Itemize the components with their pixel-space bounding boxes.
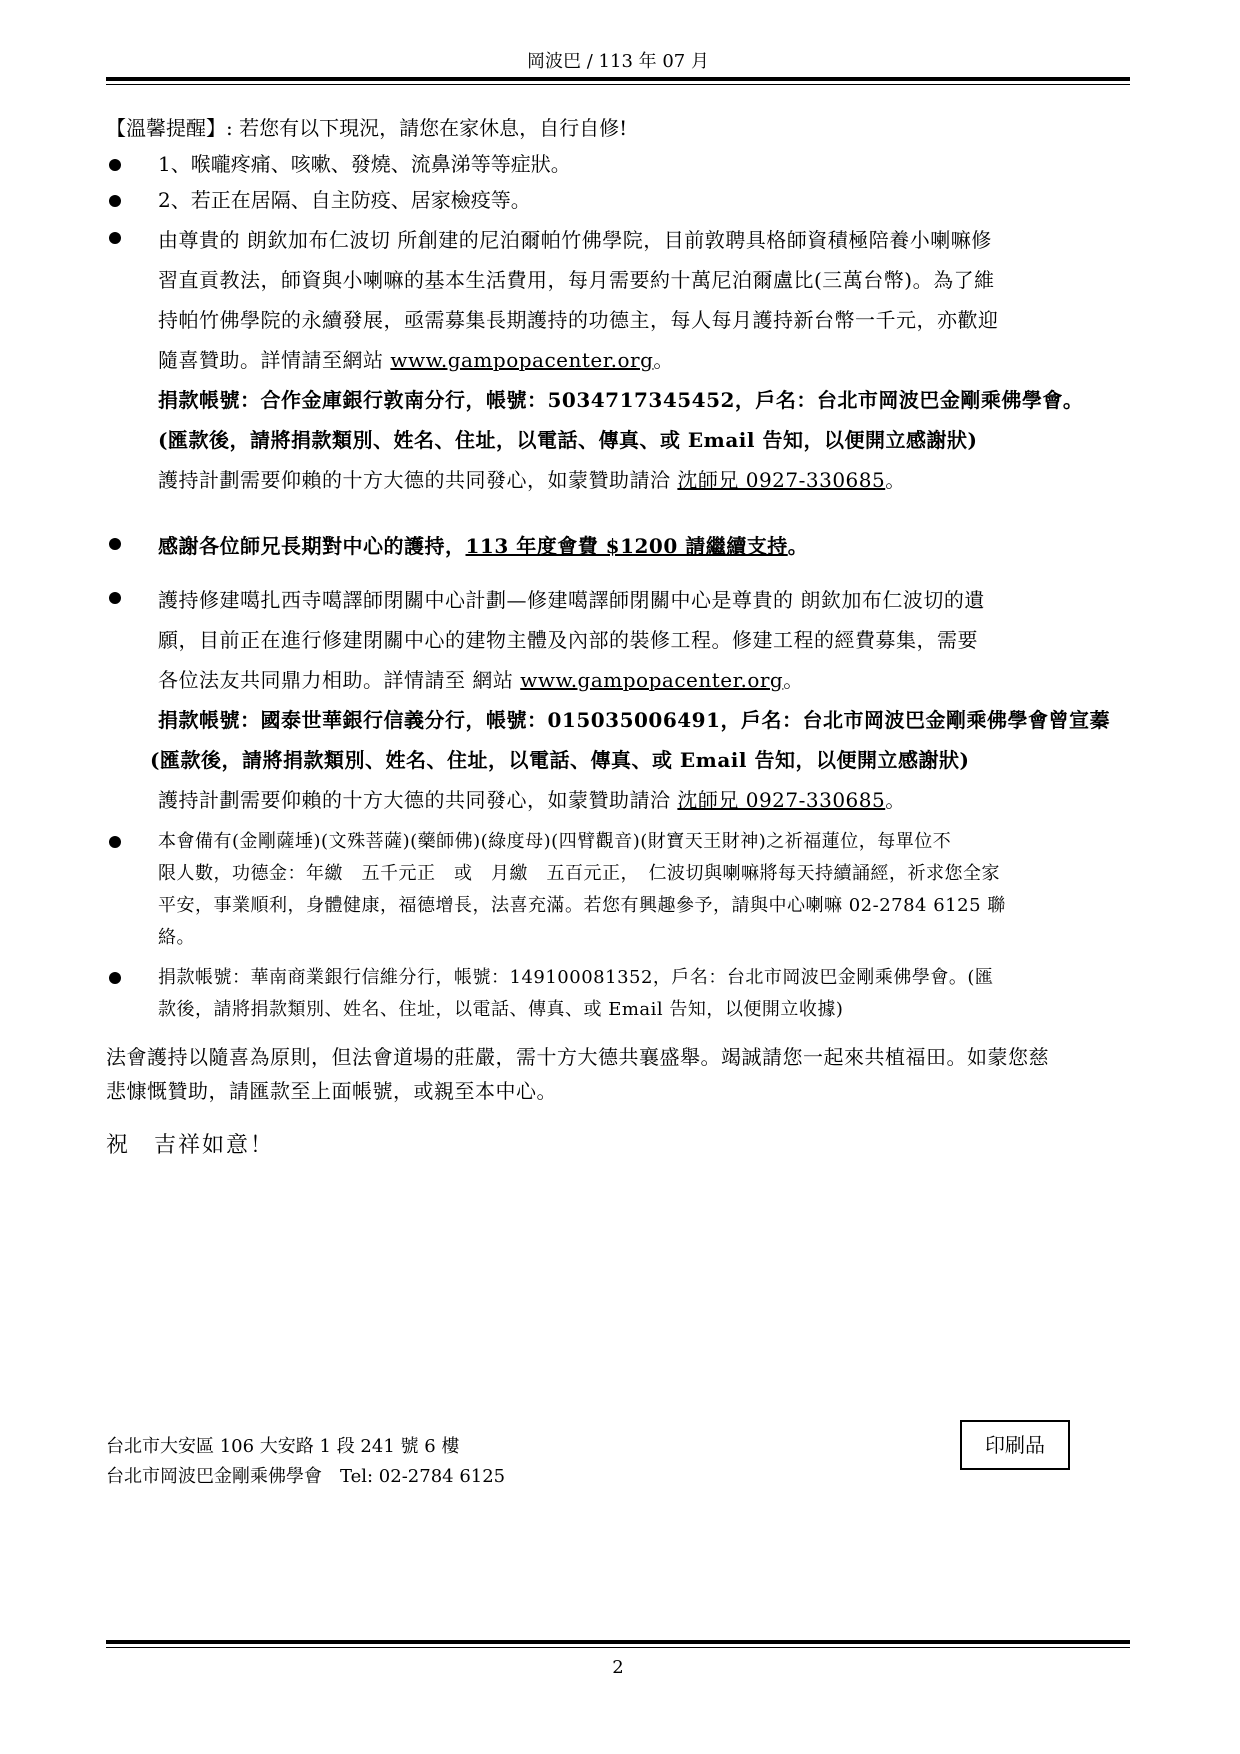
bullet-icon (109, 159, 121, 171)
footer-divider-thick (106, 1640, 1130, 1644)
college-notice: (匯款後，請將捐款類別、姓名、住址，以電話、傳真、或 Email 告知，以便開立感謝狀) (158, 428, 978, 452)
greeting: 祝 吉祥如意！ (106, 1133, 275, 1158)
lamps-section (106, 826, 1130, 954)
retreat-contact: 護持計劃需要仰賴的十方大德的共同發心，如蒙贊助請洽 沈師兄 0927-330685。 (158, 788, 906, 812)
lamps-line: 絡。 (158, 927, 195, 948)
reminder-section (106, 113, 1130, 221)
header-divider-thin (106, 84, 1130, 85)
footer-address-block (106, 1432, 505, 1492)
membership-text: 感謝各位師兄長期對中心的護持，113 年度會費 $1200 請繼續支持。 (158, 534, 809, 558)
header-divider-thick (106, 77, 1130, 81)
contact-person: 沈師兄 0927-330685 (677, 788, 886, 812)
bullet-icon (109, 836, 121, 848)
closing-paragraph (106, 1040, 1130, 1108)
college-line: 持帕竹佛學院的永續發展，亟需募集長期護持的功德主，每人每月護持新台幣一千元，亦歡迎 (158, 308, 999, 332)
reminder-title: 【溫馨提醒】: 若您有以下現況，請您在家休息，自行自修! (106, 116, 628, 140)
printed-matter-label: 印刷品 (960, 1420, 1070, 1470)
address: 台北市大安區 106 大安路 1 段 241 號 6 樓 (106, 1436, 460, 1457)
bullet-icon (109, 592, 121, 604)
donation-section (106, 962, 1130, 1026)
membership-section (106, 526, 1130, 566)
college-section (106, 220, 1130, 500)
lamps-line: 限人數，功德金：年繳 五千元正 或 月繳 五百元正， 仁波切與喇嘛將每天持續誦經，祈求您全家 (158, 863, 1000, 884)
retreat-line: 各位法友共同鼎力相助。詳情請至 網站 www.gampopacenter.org。 (158, 668, 804, 692)
retreat-line: 願，目前正在進行修建閉關中心的建物主體及內部的裝修工程。修建工程的經費募集，需要 (158, 628, 978, 652)
footer-divider-thin (106, 1647, 1130, 1648)
retreat-account: 捐款帳號：國泰世華銀行信義分行，帳號：015035006491，戶名：台北市岡波巴金剛乘佛學會曾宣蓁 (158, 708, 1110, 732)
lamps-line: 本會備有(金剛薩埵)(文殊菩薩)(藥師佛)(綠度母)(四臂觀音)(財寶天王財神)之祈福蓮位，每單位不 (158, 831, 952, 852)
reminder-item (106, 185, 1130, 221)
bullet-icon (109, 538, 121, 550)
reminder-item (106, 149, 1130, 185)
college-account: 捐款帳號：合作金庫銀行敦南分行，帳號：5034717345452，戶名：台北市岡波巴金剛乘佛學會。 (158, 388, 1084, 412)
college-line: 隨喜贊助。詳情請至網站 www.gampopacenter.org。 (158, 348, 674, 372)
retreat-line: 護持修建噶扎西寺噶譯師閉關中心計劃—修建噶譯師閉關中心是尊貴的 朗欽加布仁波切的遺 (158, 588, 985, 612)
bullet-icon (109, 972, 121, 984)
page-header: 岡波巴 / 113 年 07 月 (527, 51, 709, 72)
bullet-icon (109, 195, 121, 207)
retreat-section (106, 580, 1130, 820)
reminder-item-text: 2、若正在居隔、自主防疫、居家檢疫等。 (158, 188, 531, 212)
college-contact: 護持計劃需要仰賴的十方大德的共同發心，如蒙贊助請洽 沈師兄 0927-330685。 (158, 468, 906, 492)
membership-fee: 113 年度會費 $1200 請繼續支持 (465, 534, 788, 558)
lamps-line: 平安，事業順利，身體健康，福德增長，法喜充滿。若您有興趣參予，請與中心喇嘛 02-2784 6125 聯 (158, 895, 1006, 916)
reminder-item-text: 1、喉嚨疼痛、咳嗽、發燒、流鼻涕等等症狀。 (158, 152, 571, 176)
donation-line: 款後，請將捐款類別、姓名、住址，以電話、傳真、或 Email 告知，以便開立收據) (158, 999, 844, 1020)
website-link[interactable]: www.gampopacenter.org (520, 668, 784, 692)
closing-line: 法會護持以隨喜為原則，但法會道場的莊嚴，需十方大德共襄盛舉。竭誠請您一起來共植福田。如蒙您慈 (106, 1045, 1049, 1069)
college-line: 習直貢教法，師資與小喇嘛的基本生活費用，每月需要約十萬尼泊爾盧比(三萬台幣)。為了維 (158, 268, 995, 292)
org-contact: 台北市岡波巴金剛乘佛學會 Tel: 02-2784 6125 (106, 1466, 506, 1487)
page-number: 2 (612, 1657, 624, 1678)
website-link[interactable]: www.gampopacenter.org (390, 348, 654, 372)
contact-person: 沈師兄 0927-330685 (677, 468, 886, 492)
closing-line: 悲慷慨贊助，請匯款至上面帳號，或親至本中心。 (106, 1079, 557, 1103)
bullet-icon (109, 232, 121, 244)
donation-line: 捐款帳號：華南商業銀行信維分行，帳號：149100081352，戶名：台北市岡波巴金剛乘佛學會。(匯 (158, 967, 994, 988)
college-line: 由尊貴的 朗欽加布仁波切 所創建的尼泊爾帕竹佛學院，目前敦聘具格師資積極陪養小喇嘛修 (158, 228, 992, 252)
retreat-notice: (匯款後，請將捐款類別、姓名、住址，以電話、傳真、或 Email 告知，以便開立感謝狀) (150, 748, 970, 772)
